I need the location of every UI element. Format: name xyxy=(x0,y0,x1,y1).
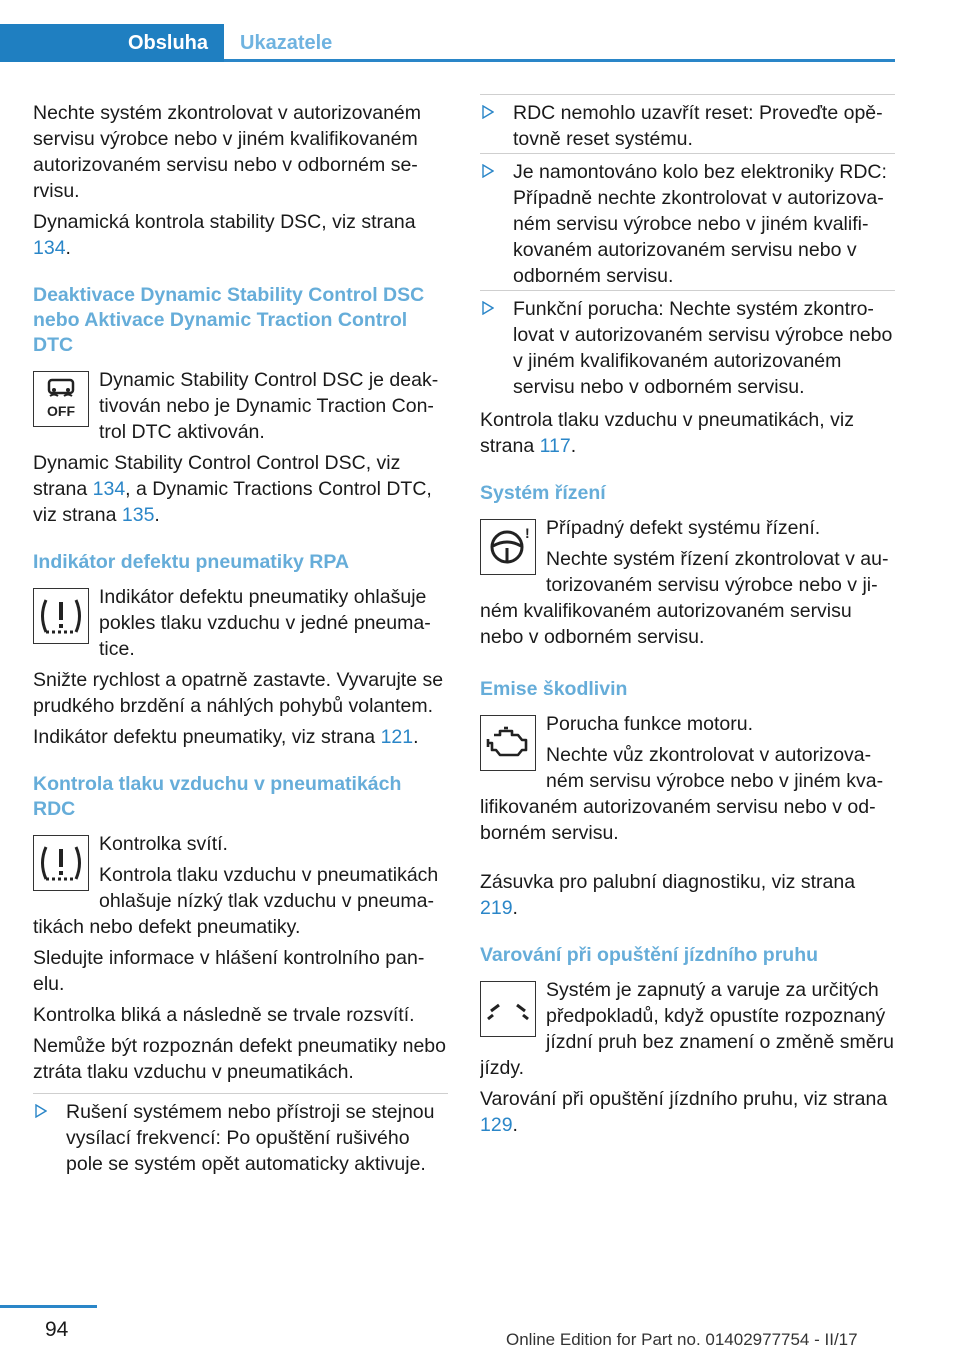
heading-rpa: Indikátor defektu pneumatiky RPA xyxy=(33,551,350,573)
svg-text:!: ! xyxy=(525,525,530,541)
rdc-cannot-detect: Nemůže být rozpoznán defekt pneumatiky nebo ztráta tlaku vzduchu v pneumatikách. xyxy=(33,1035,446,1083)
heading-steering: Systém řízení xyxy=(480,482,606,504)
page-number: 94 xyxy=(45,1318,69,1341)
edition-footer: Online Edition for Part no. 01402977754 - II/17 xyxy=(506,1330,858,1349)
service-paragraph: Nechte systém zkontrolovat v autorizovaném servisu výrobce nebo v jiném kvalifikovaném autorizovaném servisu nebo v odborném servisu. xyxy=(33,102,422,202)
dsc-off-icon xyxy=(33,371,89,427)
list-item: Rušení systémem nebo přístroji se stejnou vysílací frekvencí: Po opuštění rušivého pole se systém opět automaticky aktivuje. xyxy=(33,1099,448,1177)
engine-indicator-block xyxy=(480,711,898,851)
diagnostics-reference: Zásuvka pro palubní diagnostiku, viz strana 219. xyxy=(480,871,856,919)
page-link-121[interactable]: 121 xyxy=(380,726,414,748)
page-link-134[interactable]: 134 xyxy=(33,237,66,259)
rdc-lamp-on: Kontrolka svítí. xyxy=(99,833,228,855)
rdc-blinking-paragraph: Kontrolka bliká a následně se trvale rozsvítí. xyxy=(33,1004,415,1026)
rpa-instruction: Snižte rychlost a opatrně zastavte. Vyvarujte se prudkého brzdění a náhlých pohybů volantem. xyxy=(33,669,444,717)
rdc-causes-list xyxy=(33,1099,448,1177)
tire-warning-icon xyxy=(33,588,89,644)
tire-pressure-warning-icon xyxy=(33,835,89,891)
dsc-reference: Dynamická kontrola stability DSC, viz strana 134. xyxy=(33,211,416,259)
lane-reference: Varování při opuštění jízdního pruhu, viz strana 129. xyxy=(480,1088,888,1136)
heading-emissions: Emise škodlivin xyxy=(480,678,628,700)
footer-rule xyxy=(0,1305,97,1308)
lane-description: Systém je zapnutý a varuje za určitých předpokladů, když opustíte rozpoznaný jízdní pruh bez znamení o změně směru jízdy. xyxy=(480,979,894,1079)
page-link-117[interactable]: 117 xyxy=(539,435,571,457)
triangle-bullet-icon xyxy=(482,301,494,315)
list-item: RDC nemohlo uzavřít reset: Proveďte opětovně reset systému. xyxy=(480,100,898,152)
triangle-bullet-icon xyxy=(482,105,494,119)
heading-dsc: Deaktivace Dynamic Stability Control DSC nebo Aktivace Dynamic Traction Control DTC xyxy=(33,284,425,356)
lane-indicator-block xyxy=(480,977,898,1086)
left-column xyxy=(33,100,448,1184)
steering-wheel-warning-icon xyxy=(480,519,536,575)
rdc-indicator-block xyxy=(33,831,448,945)
steering-indicator-block xyxy=(480,515,898,655)
engine-description: Nechte vůz zkontrolovat v autorizovaném servisu výrobce nebo v jiném kvalifikovaném autorizovaném servisu nebo v odborném servisu. xyxy=(480,744,884,844)
engine-check-icon xyxy=(480,715,536,771)
steering-description: Nechte systém řízení zkontrolovat v autorizovaném servisu výrobce nebo v jiném kvalifikovaném autorizovaném servisu nebo v odborném servisu. xyxy=(480,548,889,648)
page-link-134b[interactable]: 134 xyxy=(92,478,126,500)
page-link-219[interactable]: 219 xyxy=(480,897,513,919)
list-item: Funkční porucha: Nechte systém zkontrolovat v autorizovaném servisu výrobce nebo v jiném kvalifikovaném autorizovaném servisu nebo v odborném servisu. xyxy=(480,296,898,400)
rdc-description: Kontrola tlaku vzduchu v pneumatikách ohlašuje nízký tlak vzduchu v pneumatikách nebo defekt pneumatiky. xyxy=(33,864,439,938)
right-column xyxy=(480,100,898,1143)
rpa-description: Indikátor defektu pneumatiky ohlašuje pokles tlaku vzduchu v jedné pneumatice. xyxy=(99,586,431,660)
triangle-bullet-icon xyxy=(35,1104,47,1118)
tab-obsluha[interactable]: Obsluha xyxy=(0,24,224,62)
dsc-dtc-reference: Dynamic Stability Control Control DSC, viz strana 134, a Dynamic Tractions Control DTC, viz strana 135. xyxy=(33,452,432,526)
rdc-reference: Kontrola tlaku vzduchu v pneumatikách, viz strana 117. xyxy=(480,409,854,457)
tab-ukazatele[interactable]: Ukazatele xyxy=(240,32,333,54)
rpa-indicator-block xyxy=(33,584,448,667)
page-link-129[interactable]: 129 xyxy=(480,1114,513,1136)
heading-rdc: Kontrola tlaku vzduchu v pneumatikách RDC xyxy=(33,773,402,820)
list-item: Je namontováno kolo bez elektroniky RDC: Případně nechte zkontrolovat v autorizovaném servisu výrobce nebo v jiném kvalifikovaném autorizovaném servisu nebo v odborném servisu. xyxy=(480,159,898,289)
dsc-indicator-block xyxy=(33,367,448,450)
steering-defect: Případný defekt systému řízení. xyxy=(546,517,821,539)
rdc-info-paragraph: Sledujte informace v hlášení kontrolního panelu. xyxy=(33,947,425,995)
svg-text:OFF: OFF xyxy=(47,403,75,419)
rpa-reference: Indikátor defektu pneumatiky, viz strana 121. xyxy=(33,726,419,748)
heading-lane-warning: Varování při opuštění jízdního pruhu xyxy=(480,944,819,966)
page-link-135[interactable]: 135 xyxy=(121,504,155,526)
rdc-causes-list-continued xyxy=(480,100,898,400)
lane-departure-icon xyxy=(480,981,536,1037)
engine-malfunction: Porucha funkce motoru. xyxy=(546,713,754,735)
triangle-bullet-icon xyxy=(482,164,494,178)
chapter-tabbar xyxy=(0,0,895,62)
dsc-description: Dynamic Stability Control DSC je deaktivován nebo je Dynamic Traction Control DTC aktivován. xyxy=(99,369,439,443)
